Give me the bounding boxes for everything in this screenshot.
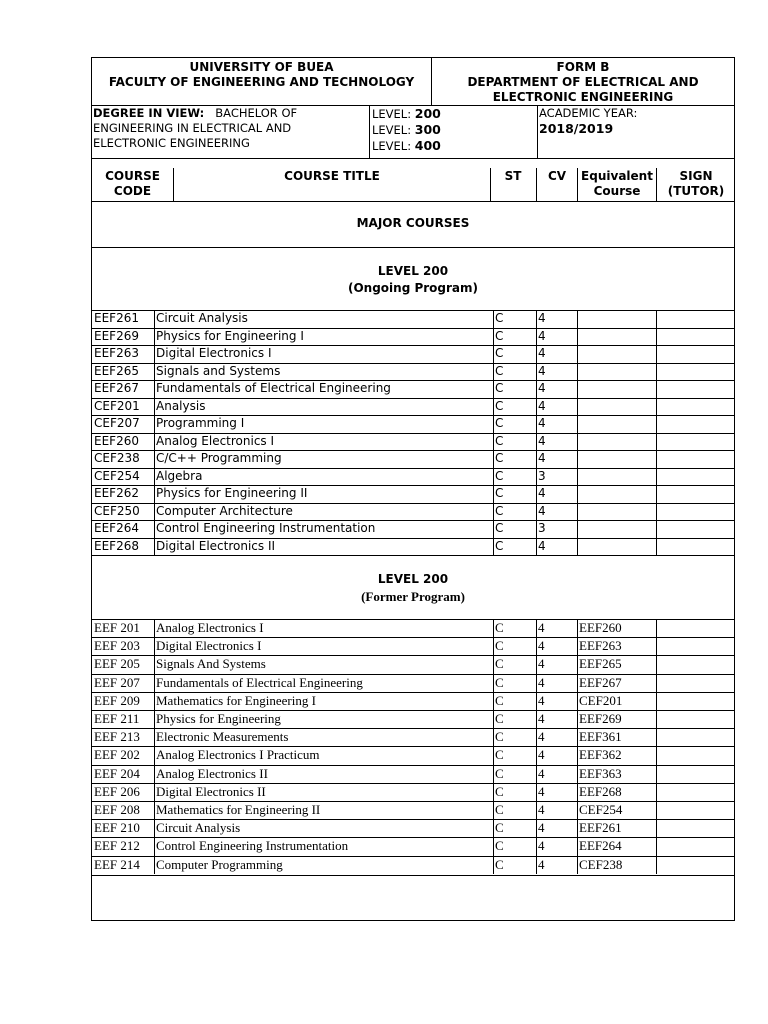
cell-cv: 4 bbox=[538, 311, 546, 325]
levels-list bbox=[372, 106, 532, 154]
cell-cv: 4 bbox=[538, 765, 545, 781]
cell-st: C bbox=[495, 638, 504, 654]
cell-code: EEF 202 bbox=[94, 747, 140, 763]
cell-code: EEF 204 bbox=[94, 765, 140, 781]
cell-st: C bbox=[495, 656, 504, 672]
table-row bbox=[92, 450, 734, 468]
cell-equiv bbox=[577, 485, 656, 503]
cell-st: C bbox=[495, 468, 504, 483]
cell-st: C bbox=[495, 820, 504, 836]
former-program: (Former Program) bbox=[361, 589, 465, 604]
cell-st: C bbox=[495, 747, 504, 763]
cell-title: Control Engineering Instrumentation bbox=[156, 838, 349, 854]
cell-cv: 4 bbox=[538, 638, 545, 654]
cell-st: C bbox=[495, 856, 504, 872]
cell-cv: 4 bbox=[538, 328, 546, 343]
cell-equiv bbox=[577, 450, 656, 468]
table-row bbox=[92, 619, 734, 637]
cell-title: Analysis bbox=[156, 398, 206, 413]
degree-value-line3: ELECTRONIC ENGINEERING bbox=[93, 136, 250, 150]
cell-title: Digital Electronics II bbox=[156, 783, 266, 799]
cell-cv: 4 bbox=[538, 711, 545, 726]
cell-title: Mathematics for Engineering I bbox=[156, 692, 316, 708]
former-course-table bbox=[92, 619, 734, 875]
col-sign: SIGN (TUTOR) bbox=[667, 169, 725, 198]
cell-title: Programming I bbox=[156, 416, 245, 430]
cell-title: Fundamentals of Electrical Engineering bbox=[156, 674, 363, 690]
academic-year-value: 2018/2019 bbox=[539, 121, 614, 136]
cell-code: EEF 201 bbox=[94, 620, 140, 635]
cell-cv: 4 bbox=[538, 381, 546, 395]
cell-equiv: EEF363 bbox=[579, 765, 622, 781]
cell-cv: 4 bbox=[538, 451, 546, 465]
academic-year-label: ACADEMIC YEAR: bbox=[539, 106, 638, 120]
cell-title: Analog Electronics I Practicum bbox=[156, 747, 320, 763]
cell-cv: 4 bbox=[538, 486, 546, 500]
cell-title: Physics for Engineering II bbox=[156, 486, 308, 500]
cell-cv: 4 bbox=[538, 802, 545, 817]
col-equivalent: Equivalent Course bbox=[581, 169, 653, 198]
cell-st: C bbox=[495, 328, 504, 343]
faculty-name: FACULTY OF ENGINEERING AND TECHNOLOGY bbox=[108, 75, 415, 89]
cell-equiv: EEF264 bbox=[579, 838, 622, 854]
cell-code: EEF 206 bbox=[94, 783, 140, 799]
cell-equiv: EEF269 bbox=[579, 711, 622, 726]
cell-cv: 4 bbox=[538, 363, 546, 378]
cell-st: C bbox=[495, 729, 504, 745]
cell-st: C bbox=[495, 765, 504, 781]
cell-cv: 4 bbox=[538, 433, 546, 448]
degree-value-line1: BACHELOR OF bbox=[215, 106, 298, 120]
cell-title: Electronic Measurements bbox=[156, 729, 289, 745]
table-row bbox=[92, 363, 734, 381]
cell-st: C bbox=[495, 711, 504, 726]
cell-equiv: EEF268 bbox=[579, 783, 622, 799]
degree-label: DEGREE IN VIEW: bbox=[93, 106, 205, 120]
former-level: LEVEL 200 bbox=[377, 572, 449, 586]
col-course-title: COURSE TITLE bbox=[284, 169, 380, 183]
cell-title: Computer Programming bbox=[156, 856, 283, 872]
cell-code: EEF 208 bbox=[94, 802, 140, 817]
cell-equiv: EEF261 bbox=[579, 820, 622, 836]
cell-equiv: EEF362 bbox=[579, 747, 622, 763]
cell-title: Analog Electronics I bbox=[156, 620, 264, 635]
cell-code: EEF269 bbox=[94, 328, 139, 343]
cell-cv: 4 bbox=[538, 838, 545, 854]
cell-equiv: EEF263 bbox=[579, 638, 622, 654]
col-course-code: COURSE CODE bbox=[105, 169, 160, 198]
table-row bbox=[92, 637, 734, 655]
cell-title: Signals And Systems bbox=[156, 656, 266, 672]
cell-code: EEF260 bbox=[94, 433, 139, 448]
cell-title: Control Engineering Instrumentation bbox=[156, 521, 376, 535]
cell-title: C/C++ Programming bbox=[156, 451, 282, 465]
cell-title: Fundamentals of Electrical Engineering bbox=[156, 381, 391, 395]
table-row bbox=[92, 310, 734, 328]
form-label: FORM B bbox=[556, 60, 610, 74]
cell-cv: 3 bbox=[538, 468, 546, 483]
cell-equiv bbox=[577, 310, 656, 328]
header-left bbox=[92, 60, 431, 90]
cell-cv: 4 bbox=[538, 620, 545, 635]
cell-title: Physics for Engineering I bbox=[156, 328, 304, 343]
table-row bbox=[92, 783, 734, 801]
cell-st: C bbox=[495, 363, 504, 378]
cell-equiv: CEF238 bbox=[579, 856, 623, 872]
cell-code: EEF 205 bbox=[94, 656, 140, 672]
cell-st: C bbox=[495, 503, 504, 518]
table-row bbox=[92, 485, 734, 503]
table-row bbox=[92, 380, 734, 398]
table-row bbox=[92, 538, 734, 556]
table-row bbox=[92, 692, 734, 710]
cell-code: EEF262 bbox=[94, 486, 139, 500]
cell-cv: 3 bbox=[538, 521, 546, 535]
table-row bbox=[92, 765, 734, 783]
cell-equiv bbox=[577, 345, 656, 363]
table-row bbox=[92, 655, 734, 673]
cell-title: Signals and Systems bbox=[156, 363, 281, 378]
cell-st: C bbox=[495, 674, 504, 690]
cell-st: C bbox=[495, 381, 504, 395]
table-row bbox=[92, 345, 734, 363]
ongoing-course-table bbox=[92, 310, 734, 555]
cell-title: Digital Electronics I bbox=[156, 346, 272, 360]
ongoing-heading bbox=[92, 263, 734, 297]
cell-code: EEF 213 bbox=[94, 729, 140, 745]
table-row bbox=[92, 728, 734, 746]
cell-title: Circuit Analysis bbox=[156, 820, 241, 836]
level-row: LEVEL: 300 bbox=[372, 122, 441, 137]
cell-title: Computer Architecture bbox=[156, 503, 293, 518]
cell-title: Circuit Analysis bbox=[156, 311, 248, 325]
cell-title: Algebra bbox=[156, 468, 203, 483]
table-row bbox=[92, 433, 734, 451]
level-row: LEVEL: 400 bbox=[372, 138, 441, 153]
cell-code: CEF207 bbox=[94, 416, 140, 430]
cell-st: C bbox=[495, 783, 504, 799]
cell-equiv: EEF361 bbox=[579, 729, 622, 745]
cell-code: EEF 214 bbox=[94, 856, 140, 872]
cell-cv: 4 bbox=[538, 503, 546, 518]
cell-cv: 4 bbox=[538, 747, 545, 763]
cell-equiv bbox=[577, 363, 656, 381]
cell-title: Digital Electronics I bbox=[156, 638, 262, 654]
cell-equiv: EEF267 bbox=[579, 674, 622, 690]
cell-title: Mathematics for Engineering II bbox=[156, 802, 321, 817]
cell-equiv: EEF260 bbox=[579, 620, 622, 635]
cell-equiv: EEF265 bbox=[579, 656, 622, 672]
cell-cv: 4 bbox=[538, 538, 546, 553]
table-row bbox=[92, 746, 734, 764]
cell-title: Physics for Engineering bbox=[156, 711, 281, 726]
university-name: UNIVERSITY OF BUEA bbox=[189, 60, 334, 74]
cell-equiv bbox=[577, 538, 656, 556]
table-row bbox=[92, 710, 734, 728]
col-cv: CV bbox=[547, 169, 567, 183]
table-row bbox=[92, 503, 734, 521]
table-row bbox=[92, 398, 734, 416]
cell-st: C bbox=[495, 838, 504, 854]
cell-code: CEF254 bbox=[94, 468, 140, 483]
cell-code: CEF201 bbox=[94, 398, 140, 413]
former-heading bbox=[92, 571, 734, 605]
cell-st: C bbox=[495, 311, 504, 325]
major-courses-heading: MAJOR COURSES bbox=[356, 216, 470, 230]
table-row bbox=[92, 819, 734, 837]
cell-equiv bbox=[577, 503, 656, 521]
cell-equiv: CEF201 bbox=[579, 692, 623, 708]
ongoing-program: (Ongoing Program) bbox=[347, 281, 479, 295]
cell-st: C bbox=[495, 433, 504, 448]
cell-code: EEF 209 bbox=[94, 692, 140, 708]
table-row bbox=[92, 856, 734, 874]
cell-equiv bbox=[577, 398, 656, 416]
cell-code: EEF263 bbox=[94, 346, 139, 360]
cell-equiv bbox=[577, 328, 656, 346]
cell-code: CEF238 bbox=[94, 451, 140, 465]
cell-equiv bbox=[577, 468, 656, 486]
cell-st: C bbox=[495, 538, 504, 553]
cell-code: EEF 211 bbox=[94, 711, 140, 726]
cell-code: EEF264 bbox=[94, 521, 139, 535]
cell-code: EEF265 bbox=[94, 363, 139, 378]
cell-title: Analog Electronics II bbox=[156, 765, 268, 781]
cell-st: C bbox=[495, 692, 504, 708]
cell-cv: 4 bbox=[538, 346, 546, 360]
cell-cv: 4 bbox=[538, 692, 545, 708]
cell-cv: 4 bbox=[538, 820, 545, 836]
cell-code: EEF 210 bbox=[94, 820, 140, 836]
cell-code: EEF267 bbox=[94, 381, 139, 395]
table-row bbox=[92, 328, 734, 346]
department-line1: DEPARTMENT OF ELECTRICAL AND bbox=[467, 75, 699, 89]
cell-st: C bbox=[495, 802, 504, 817]
cell-code: EEF 212 bbox=[94, 838, 140, 854]
cell-cv: 4 bbox=[538, 783, 545, 799]
form-b-sheet bbox=[91, 57, 735, 921]
cell-code: EEF261 bbox=[94, 311, 139, 325]
cell-equiv bbox=[577, 415, 656, 433]
table-row bbox=[92, 520, 734, 538]
cell-title: Analog Electronics I bbox=[156, 433, 275, 448]
cell-st: C bbox=[495, 451, 504, 465]
cell-cv: 4 bbox=[538, 416, 546, 430]
cell-st: C bbox=[495, 620, 504, 635]
col-st: ST bbox=[504, 169, 522, 183]
cell-st: C bbox=[495, 521, 504, 535]
cell-equiv: CEF254 bbox=[579, 802, 623, 817]
cell-equiv bbox=[577, 380, 656, 398]
cell-cv: 4 bbox=[538, 674, 545, 690]
table-row bbox=[92, 801, 734, 819]
cell-st: C bbox=[495, 398, 504, 413]
cell-code: EEF 203 bbox=[94, 638, 140, 654]
academic-year bbox=[539, 106, 729, 136]
ongoing-level: LEVEL 200 bbox=[377, 264, 449, 278]
cell-cv: 4 bbox=[538, 729, 545, 745]
cell-equiv bbox=[577, 520, 656, 538]
table-row bbox=[92, 415, 734, 433]
cell-code: CEF250 bbox=[94, 503, 140, 518]
degree-in-view bbox=[93, 106, 368, 151]
cell-code: EEF 207 bbox=[94, 674, 140, 690]
cell-st: C bbox=[495, 486, 504, 500]
cell-cv: 4 bbox=[538, 656, 545, 672]
cell-cv: 4 bbox=[538, 398, 546, 413]
header-right bbox=[432, 60, 734, 105]
table-row bbox=[92, 468, 734, 486]
level-row: LEVEL: 200 bbox=[372, 106, 441, 121]
table-row bbox=[92, 674, 734, 692]
table-row bbox=[92, 837, 734, 855]
cell-st: C bbox=[495, 346, 504, 360]
cell-equiv bbox=[577, 433, 656, 451]
cell-st: C bbox=[495, 416, 504, 430]
cell-cv: 4 bbox=[538, 856, 545, 872]
cell-title: Digital Electronics II bbox=[156, 538, 276, 553]
department-line2: ELECTRONIC ENGINEERING bbox=[492, 90, 674, 104]
cell-code: EEF268 bbox=[94, 538, 139, 553]
degree-value-line2: ENGINEERING IN ELECTRICAL AND bbox=[93, 121, 292, 135]
